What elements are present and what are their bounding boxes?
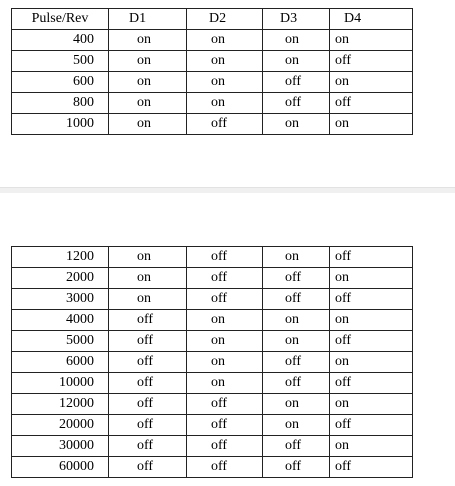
pulse-rev-table-top: [11, 8, 413, 135]
table-row: [12, 436, 413, 457]
cell-d2: off: [187, 268, 263, 289]
cell-d3: off: [263, 93, 330, 114]
cell-d3: on: [263, 331, 330, 352]
cell-d3: on: [263, 114, 330, 135]
cell-pulse-rev: 500: [12, 51, 109, 72]
cell-d1: on: [109, 30, 187, 51]
table-row: [12, 114, 413, 135]
cell-d4: on: [330, 394, 413, 415]
cell-pulse-rev: 4000: [12, 310, 109, 331]
table-row: [12, 51, 413, 72]
cell-d3: off: [263, 268, 330, 289]
cell-d4: on: [330, 72, 413, 93]
cell-d4: off: [330, 331, 413, 352]
cell-d2: off: [187, 394, 263, 415]
cell-d3: off: [263, 289, 330, 310]
header-d1: D1: [109, 9, 187, 30]
cell-d1: on: [109, 268, 187, 289]
cell-pulse-rev: 600: [12, 72, 109, 93]
cell-pulse-rev: 30000: [12, 436, 109, 457]
cell-d2: on: [187, 51, 263, 72]
cell-d2: on: [187, 30, 263, 51]
cell-d4: on: [330, 436, 413, 457]
cell-d2: on: [187, 331, 263, 352]
header-d2: D2: [187, 9, 263, 30]
cell-d1: off: [109, 436, 187, 457]
cell-d3: on: [263, 310, 330, 331]
cell-d1: off: [109, 415, 187, 436]
table-row: [12, 289, 413, 310]
cell-d1: off: [109, 331, 187, 352]
cell-d1: off: [109, 310, 187, 331]
cell-pulse-rev: 1200: [12, 247, 109, 268]
cell-pulse-rev: 60000: [12, 457, 109, 478]
table-row: [12, 457, 413, 478]
cell-d3: off: [263, 457, 330, 478]
cell-d4: on: [330, 268, 413, 289]
table-row: [12, 72, 413, 93]
table-header-row: [12, 9, 413, 30]
cell-d4: off: [330, 457, 413, 478]
cell-pulse-rev: 6000: [12, 352, 109, 373]
cell-d1: off: [109, 373, 187, 394]
cell-pulse-rev: 10000: [12, 373, 109, 394]
cell-d2: on: [187, 373, 263, 394]
cell-d4: off: [330, 247, 413, 268]
table-row: [12, 331, 413, 352]
table-row: [12, 268, 413, 289]
cell-d1: on: [109, 247, 187, 268]
cell-pulse-rev: 1000: [12, 114, 109, 135]
pulse-rev-table-bottom: [11, 246, 413, 478]
cell-d3: on: [263, 247, 330, 268]
cell-pulse-rev: 5000: [12, 331, 109, 352]
cell-d2: on: [187, 72, 263, 93]
cell-pulse-rev: 800: [12, 93, 109, 114]
table-row: [12, 352, 413, 373]
cell-d4: on: [330, 310, 413, 331]
cell-d4: on: [330, 30, 413, 51]
cell-d2: off: [187, 436, 263, 457]
cell-d2: off: [187, 247, 263, 268]
cell-d3: off: [263, 352, 330, 373]
cell-d2: off: [187, 114, 263, 135]
cell-pulse-rev: 3000: [12, 289, 109, 310]
cell-d3: on: [263, 51, 330, 72]
cell-d1: off: [109, 394, 187, 415]
cell-d4: off: [330, 51, 413, 72]
cell-d1: off: [109, 457, 187, 478]
cell-d2: off: [187, 457, 263, 478]
table-row: [12, 247, 413, 268]
header-pulse-rev: Pulse/Rev: [12, 9, 109, 30]
cell-d4: off: [330, 289, 413, 310]
header-d3: D3: [263, 9, 330, 30]
cell-pulse-rev: 12000: [12, 394, 109, 415]
cell-d2: on: [187, 310, 263, 331]
cell-d2: off: [187, 289, 263, 310]
header-d4: D4: [330, 9, 413, 30]
cell-pulse-rev: 400: [12, 30, 109, 51]
table-row: [12, 310, 413, 331]
cell-pulse-rev: 2000: [12, 268, 109, 289]
cell-d3: off: [263, 373, 330, 394]
cell-d1: on: [109, 72, 187, 93]
cell-d1: on: [109, 51, 187, 72]
table-row: [12, 93, 413, 114]
cell-d1: on: [109, 93, 187, 114]
cell-d2: on: [187, 352, 263, 373]
cell-d3: on: [263, 30, 330, 51]
cell-d4: off: [330, 93, 413, 114]
cell-d3: off: [263, 72, 330, 93]
table-row: [12, 373, 413, 394]
cell-d4: on: [330, 352, 413, 373]
cell-d4: on: [330, 114, 413, 135]
table-row: [12, 30, 413, 51]
cell-d3: on: [263, 394, 330, 415]
table-row: [12, 394, 413, 415]
table-row: [12, 415, 413, 436]
cell-pulse-rev: 20000: [12, 415, 109, 436]
cell-d1: on: [109, 114, 187, 135]
cell-d2: off: [187, 415, 263, 436]
cell-d1: on: [109, 289, 187, 310]
cell-d4: off: [330, 373, 413, 394]
cell-d3: off: [263, 436, 330, 457]
page-top: [0, 0, 455, 186]
cell-d4: off: [330, 415, 413, 436]
cell-d2: on: [187, 93, 263, 114]
cell-d3: on: [263, 415, 330, 436]
cell-d1: off: [109, 352, 187, 373]
